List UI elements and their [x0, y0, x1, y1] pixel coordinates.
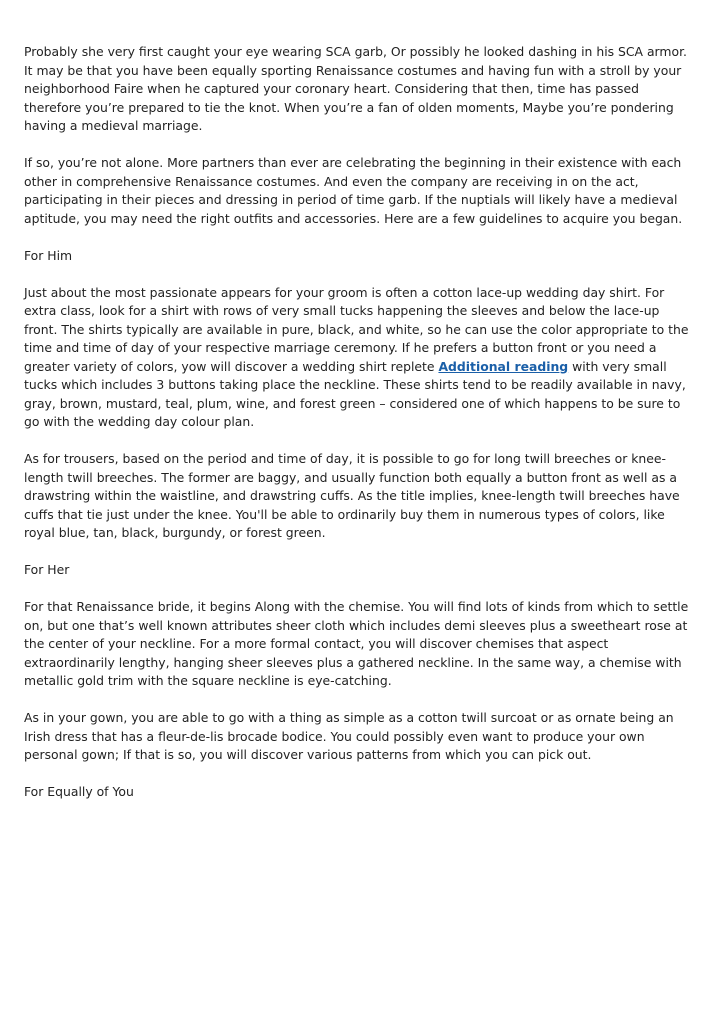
heading-for-him: For Him — [24, 247, 73, 263]
heading-for-her: For Her — [24, 562, 70, 577]
paragraph-wedding-shirt-text-start: Just about the most passionate appears for your groom is often a cotton lace-up wedding day shirt. For extra class, look for a shirt with rows of very small tucks happening the sleeves and below the lace-up front. The shirts typically are available in pure, black, and white, so he can use the color appropriate to the time and time of day of your respective marriage ceremony. If he prefers a button front or you need a greater variety of colors, yow will discover a wedding shirt replete — [24, 284, 689, 374]
paragraph-trousers: As for trousers, based on the period and time of day, it is possible to go for long twill breeches or knee-length twill breeches. The former are baggy, and usually function both equally a button front as well as a drawstring within the waistline, and drawstring cuffs. As the title implies, knee-length twill breeches have cuffs that tie just under the knee. You'll be able to ordinarily buy them in numerous types of colors, like royal blue, tan, black, burgundy, or forest green. — [24, 451, 680, 540]
additional-reading-link[interactable]: Additional reading — [438, 358, 569, 374]
paragraph-costumes: If so, you’re not alone. More partners than ever are celebrating the beginning in their existence with each other in comprehensive Renaissance costumes. And even the company are receiving in on the act, participating in their pieces and dressing in period of time garb. If the nuptials will likely have a medieval aptitude, you may need the right outfits and accessories. Here are a few guidelines to acquire you began. — [24, 155, 683, 226]
paragraph-chemise: For that Renaissance bride, it begins Along with the chemise. You will find lots of kinds from which to settle on, but one that’s well known attributes sheer cloth which includes demi sleeves plus a sweetheart rose at the center of your neckline. For a more formal contact, you will discover chemises that aspect extraordinarily lengthy, hanging sheer sleeves plus a gathered neckline. In the same way, a chemise with metallic gold trim with the square neckline is eye-catching. — [24, 599, 689, 688]
paragraph-gown: As in your gown, you are able to go with a thing as simple as a cotton twill surcoat or as ornate being an Irish dress that has a fleur-de-lis brocade bodice. You could possibly even want to produce your own personal gown; If that is so, you will discover various patterns from which you can pick out. — [24, 710, 674, 762]
paragraph-wedding-shirt-text-end: with very small tucks which includes 3 buttons taking place the neckline. These shirts tend to be readily available in navy, gray, brown, mustard, teal, plum, wine, and forest green – considered one of which happens to be sure to go with the wedding day colour plan. — [24, 358, 686, 429]
heading-for-both: For Equally of You — [24, 784, 134, 799]
paragraph-wedding-shirt — [24, 284, 696, 432]
article-body — [24, 43, 696, 820]
paragraph-intro: Probably she very first caught your eye wearing SCA garb, Or possibly he looked dashing in his SCA armor. It may be that you have been equally sporting Renaissance costumes and having fun with a stroll by your neighborhood Faire when he captured your coronary heart. Considering that then, time has passed therefore you’re prepared to tie the knot. When you’re a fan of olden moments, Maybe you’re pondering having a medieval marriage. — [24, 44, 687, 133]
